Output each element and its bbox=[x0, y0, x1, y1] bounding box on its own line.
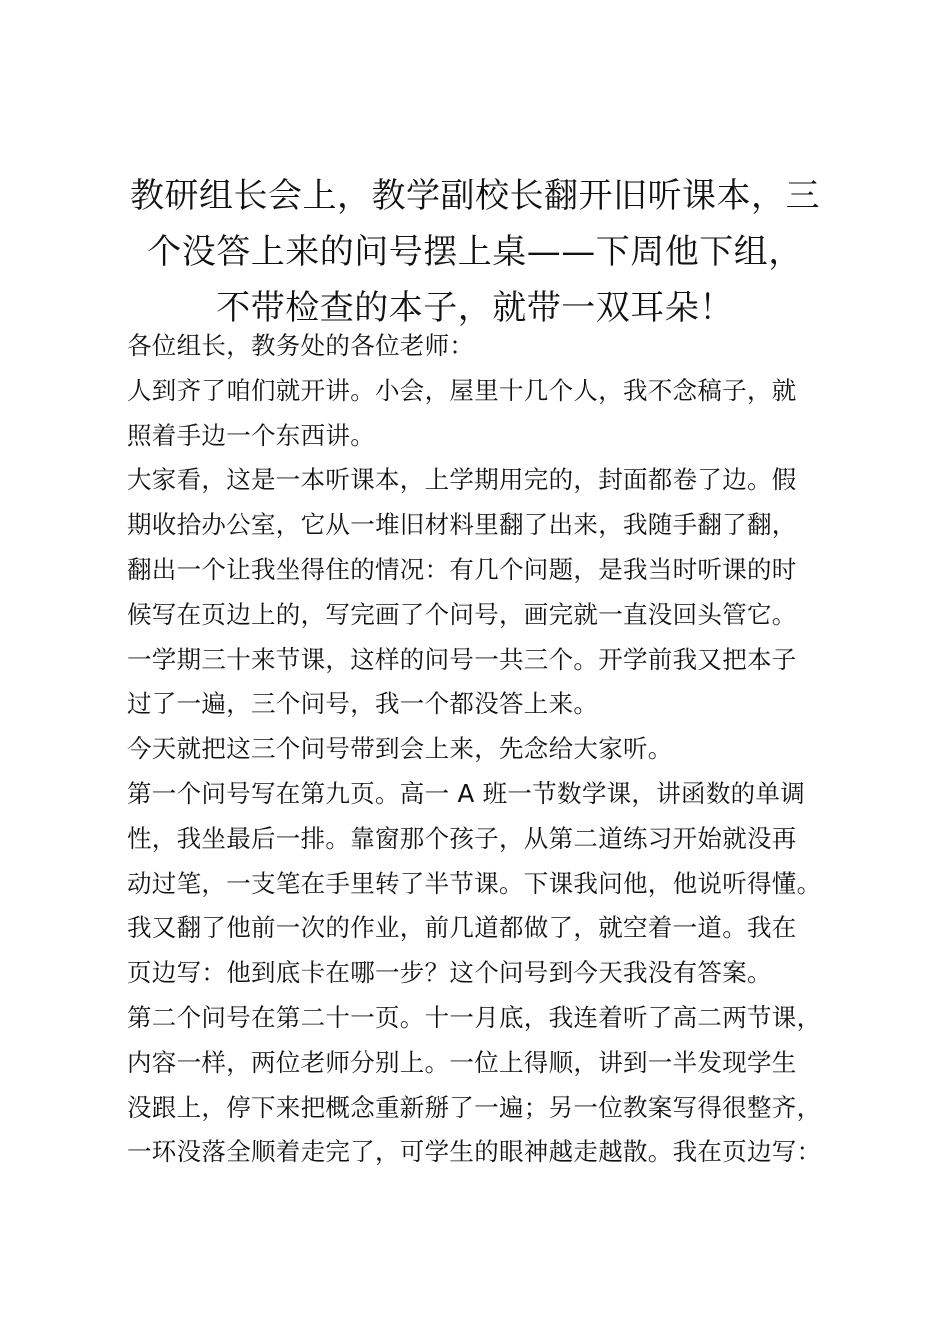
body-line: 没跟上，停下来把概念重新掰了一遍；另一位教案写得很整齐， bbox=[127, 1092, 822, 1122]
title-line: 不带检查的本子，就带一双耳朵！ bbox=[216, 288, 734, 328]
body-line: 候写在页边上的，写完画了个问号，画完就一直没回头管它。 bbox=[127, 599, 797, 629]
body-line: 动过笔，一支笔在手里转了半节课。下课我问他，他说听得懂。 bbox=[127, 868, 822, 898]
body-line: 过了一遍，三个问号，我一个都没答上来。 bbox=[127, 689, 599, 719]
body-line: 我又翻了他前一次的作业，前几道都做了，就空着一道。我在 bbox=[127, 913, 797, 943]
body-line: 一学期三十来节课，这样的问号一共三个。开学前我又把本子 bbox=[127, 644, 797, 674]
body-line: 性，我坐最后一排。靠窗那个孩子，从第二道练习开始就没再 bbox=[127, 823, 797, 853]
body-line: 大家看，这是一本听课本，上学期用完的，封面都卷了边。假 bbox=[127, 465, 797, 495]
body-line: 照着手边一个东西讲。 bbox=[127, 420, 375, 450]
body-line: 内容一样，两位老师分别上。一位上得顺，讲到一半发现学生 bbox=[127, 1047, 797, 1077]
body-line: 各位组长，教务处的各位老师： bbox=[127, 331, 475, 360]
body-line: 一环没落全顺着走完了，可学生的眼神越走越散。我在页边写： bbox=[127, 1137, 822, 1167]
title-line: 个没答上来的问号摆上桌——下周他下组， bbox=[147, 232, 803, 272]
document-title bbox=[100, 168, 850, 336]
body-line: 第一个问号写在第九页。高一 A 班一节数学课，讲函数的单调 bbox=[127, 778, 806, 808]
body-line: 页边写：他到底卡在哪一步？这个问号到今天我没有答案。 bbox=[127, 958, 772, 988]
body-line: 人到齐了咱们就开讲。小会，屋里十几个人，我不念稿子，就 bbox=[127, 375, 797, 405]
title-line: 教研组长会上，教学副校长翻开旧听课本，三 bbox=[130, 176, 820, 216]
body-line: 第二个问号在第二十一页。十一月底，我连着听了高二两节课， bbox=[127, 1002, 822, 1032]
document-body bbox=[127, 324, 857, 1175]
body-line: 今天就把这三个问号带到会上来，先念给大家听。 bbox=[127, 734, 673, 764]
body-line: 翻出一个让我坐得住的情况：有几个问题，是我当时听课的时 bbox=[127, 554, 797, 584]
body-line: 期收拾办公室，它从一堆旧材料里翻了出来，我随手翻了翻， bbox=[127, 510, 797, 540]
